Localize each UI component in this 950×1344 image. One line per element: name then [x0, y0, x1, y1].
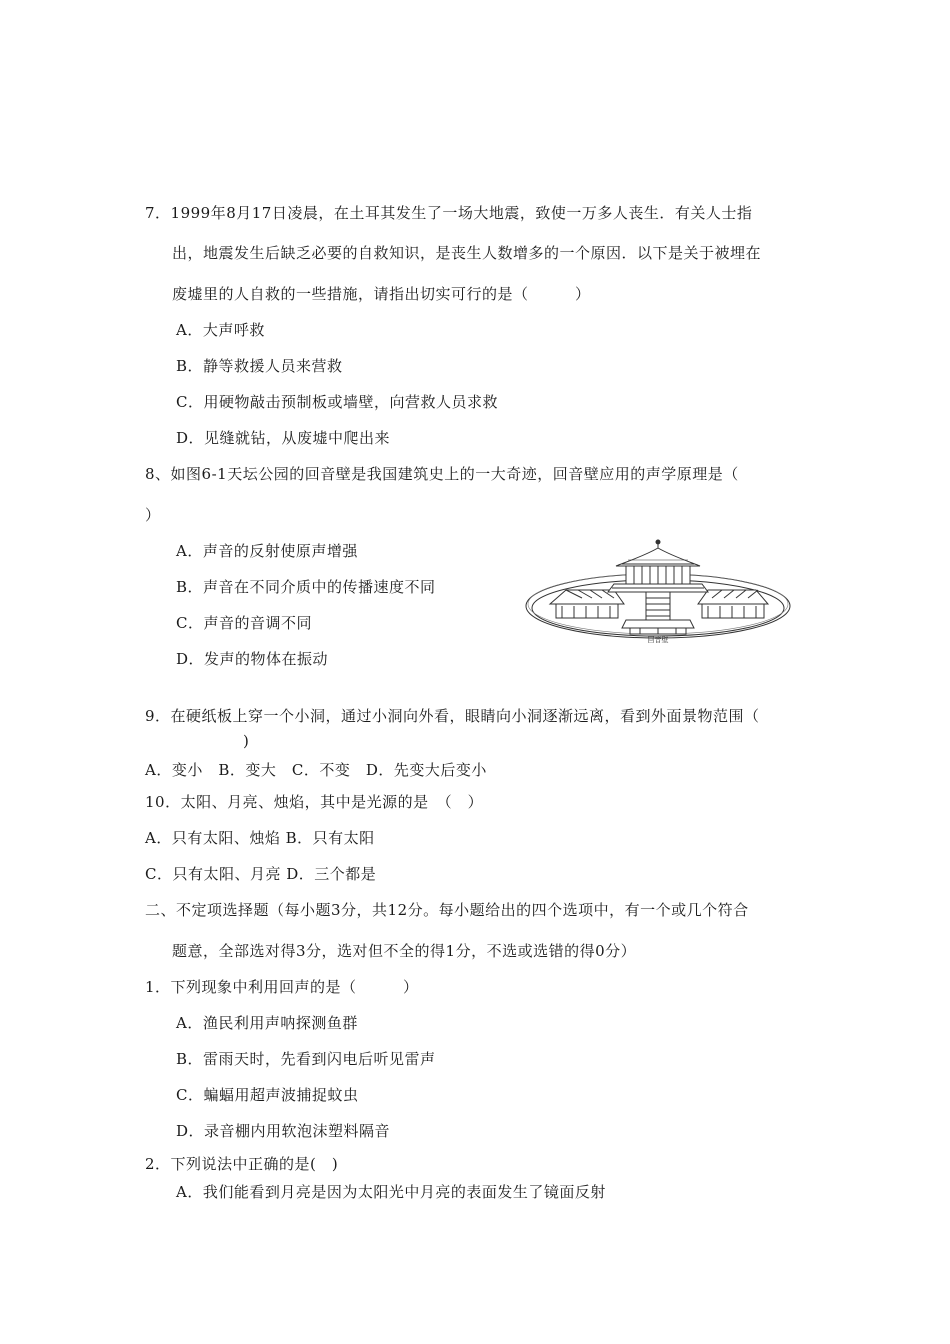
s2-q2-option-a: A．我们能看到月亮是因为太阳光中月亮的表面发生了镜面反射	[176, 1183, 606, 1201]
section-2-instructions: 题意，全部选对得3分，选对但不全的得1分，不选或选错的得0分）	[172, 942, 637, 960]
q7-option-a: A．大声呼救	[176, 321, 265, 339]
q10-line-1: 10．太阳、月亮、烛焰，其中是光源的是 （ ）	[145, 793, 484, 811]
echo-wall-label: 回音壁	[647, 636, 669, 644]
q8-line-1: 8、如图6-1天坛公园的回音壁是我国建筑史上的一大奇迹，回音壁应用的声学原理是（	[145, 465, 739, 483]
q8-option-b: B．声音在不同介质中的传播速度不同	[176, 578, 436, 596]
q7-option-d: D．见缝就钻，从废墟中爬出来	[176, 429, 391, 447]
q8-option-a: A．声音的反射使原声增强	[176, 542, 358, 560]
q7-line-1: 7．1999年8月17日凌晨，在土耳其发生了一场大地震，致使一万多人丧生．有关人士指	[145, 204, 753, 222]
s2-q1-option-b: B．雷雨天时，先看到闪电后听见雷声	[176, 1050, 436, 1068]
q7-option-b: B．静等救援人员来营救	[176, 357, 343, 375]
s2-q1-option-d: D．录音棚内用软泡沫塑料隔音	[176, 1122, 391, 1140]
q8-option-d: D．发声的物体在振动	[176, 650, 329, 668]
s2-q1-option-a: A．渔民利用声呐探测鱼群	[176, 1014, 358, 1032]
q7-line-2: 出，地震发生后缺乏必要的自救知识，是丧生人数增多的一个原因．以下是关于被埋在	[172, 244, 762, 262]
s2-q1-option-c: C．蝙蝠用超声波捕捉蚊虫	[176, 1086, 359, 1104]
s2-q2-line-1: 2．下列说法中正确的是( )	[145, 1155, 339, 1173]
section-2-heading: 二、不定项选择题（每小题3分，共12分。每小题给出的四个选项中，有一个或几个符合	[145, 901, 749, 919]
q10-options-1: A．只有太阳、烛焰 B．只有太阳	[145, 829, 375, 847]
s2-q1-line-1: 1．下列现象中利用回声的是（ ）	[145, 978, 419, 996]
q8-option-c: C．声音的音调不同	[176, 614, 312, 632]
q9-line-1: 9．在硬纸板上穿一个小洞，通过小洞向外看，眼睛向小洞逐渐远离，看到外面景物范围（	[145, 707, 760, 725]
q8-line-2: ）	[145, 506, 161, 524]
q10-options-2: C．只有太阳、月亮 D．三个都是	[145, 865, 377, 883]
q9-options: A．变小 B．变大 C．不变 D．先变大后变小	[145, 761, 487, 779]
q7-line-3: 废墟里的人自救的一些措施，请指出切实可行的是（ ）	[172, 285, 591, 303]
q9-line-2: )	[243, 732, 250, 750]
q7-option-c: C．用硬物敲击预制板或墙壁，向营救人员求救	[176, 393, 498, 411]
echo-wall-illustration	[522, 538, 794, 644]
